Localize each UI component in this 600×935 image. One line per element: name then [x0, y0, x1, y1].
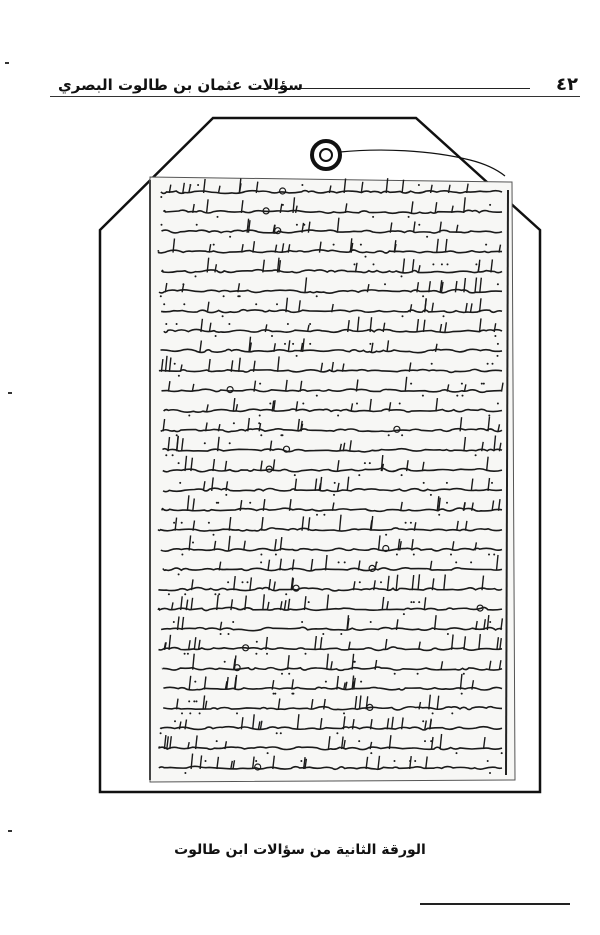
script-dot	[325, 681, 327, 683]
grommet-outer	[312, 141, 340, 169]
script-dot	[470, 561, 472, 563]
script-dot	[417, 673, 419, 675]
script-dot	[174, 720, 176, 722]
script-dot	[430, 494, 432, 496]
script-dot	[275, 554, 277, 556]
script-dot	[488, 415, 490, 417]
script-dot	[188, 700, 190, 702]
script-dot	[410, 601, 412, 603]
script-dot	[178, 375, 180, 377]
script-dot	[487, 363, 489, 365]
script-dot	[353, 661, 355, 663]
script-dot	[288, 673, 290, 675]
script-dot	[228, 323, 230, 325]
script-dot	[196, 700, 198, 702]
script-dot	[194, 681, 196, 683]
script-dot	[402, 315, 404, 317]
script-dot	[160, 196, 162, 198]
script-dot	[260, 561, 262, 563]
script-dot	[413, 554, 415, 556]
script-dot	[408, 216, 410, 218]
script-dot	[431, 363, 433, 365]
script-dot	[410, 522, 412, 524]
script-dot	[481, 383, 483, 385]
scan-speck	[5, 62, 9, 64]
script-dot	[372, 216, 374, 218]
script-dot	[438, 514, 440, 516]
script-dot	[316, 395, 318, 397]
script-dot	[394, 760, 396, 762]
script-dot	[174, 363, 176, 365]
script-dot	[334, 482, 336, 484]
script-dot	[483, 383, 485, 385]
script-dot	[267, 752, 269, 754]
script-dot	[301, 184, 303, 186]
script-dot	[187, 653, 189, 655]
script-dot	[199, 712, 201, 714]
scan-speck	[8, 392, 12, 394]
page-number: ٤٢	[556, 74, 578, 95]
script-dot	[192, 542, 194, 544]
script-dot	[282, 434, 284, 436]
script-dot	[294, 474, 296, 476]
script-dot	[189, 712, 191, 714]
script-dot	[426, 236, 428, 238]
script-dot	[497, 355, 499, 357]
script-dot	[322, 633, 324, 635]
script-dot	[430, 740, 432, 742]
script-dot	[303, 224, 305, 226]
script-dot	[216, 502, 218, 504]
script-dot	[296, 355, 298, 357]
script-dot	[462, 395, 464, 397]
script-dot	[216, 740, 218, 742]
script-dot	[220, 633, 222, 635]
script-dot	[491, 482, 493, 484]
script-dot	[489, 772, 491, 774]
script-dot	[497, 403, 499, 405]
script-dot	[475, 454, 477, 456]
script-dot	[423, 482, 425, 484]
script-dot	[182, 283, 184, 285]
script-dot	[165, 323, 167, 325]
script-dot	[418, 224, 420, 226]
script-dot	[258, 422, 260, 424]
script-dot	[181, 554, 183, 556]
script-dot	[291, 693, 293, 695]
script-dot	[228, 633, 230, 635]
script-dot	[401, 474, 403, 476]
script-dot	[284, 343, 286, 345]
script-dot	[405, 522, 407, 524]
script-dot	[359, 581, 361, 583]
tag-string	[340, 150, 505, 176]
script-dot	[446, 502, 448, 504]
script-dot	[418, 184, 420, 186]
script-dot	[172, 454, 174, 456]
script-dot	[271, 335, 273, 337]
script-dot	[399, 403, 401, 405]
script-dot	[376, 561, 378, 563]
script-dot	[181, 712, 183, 714]
script-dot	[413, 601, 415, 603]
script-dot	[224, 661, 226, 663]
script-dot	[358, 740, 360, 742]
script-dot	[493, 554, 495, 556]
script-dot	[340, 633, 342, 635]
script-dot	[168, 593, 170, 595]
script-dot	[160, 295, 162, 297]
script-dot	[236, 712, 238, 714]
script-dot	[173, 522, 175, 524]
script-dot	[488, 554, 490, 556]
script-dot	[225, 494, 227, 496]
script-dot	[422, 295, 424, 297]
script-dot	[380, 581, 382, 583]
script-dot	[344, 561, 346, 563]
script-dot	[447, 633, 449, 635]
manuscript-leaf	[150, 177, 515, 782]
script-dot	[280, 732, 282, 734]
script-dot	[260, 434, 262, 436]
script-dot	[276, 303, 278, 305]
script-dot	[184, 653, 186, 655]
script-dot	[394, 673, 396, 675]
script-dot	[388, 434, 390, 436]
script-dot	[259, 383, 261, 385]
script-dot	[296, 224, 298, 226]
script-dot	[242, 581, 244, 583]
script-dot	[441, 263, 443, 265]
script-dot	[213, 534, 215, 536]
script-dot	[492, 363, 494, 365]
script-dot	[354, 263, 356, 265]
script-dot	[255, 653, 257, 655]
script-dot	[285, 593, 287, 595]
script-dot	[461, 693, 463, 695]
script-dot	[501, 752, 503, 754]
script-dot	[233, 422, 235, 424]
script-dot	[489, 621, 491, 623]
script-dot	[360, 244, 362, 246]
script-dot	[373, 263, 375, 265]
script-dot	[450, 554, 452, 556]
script-dot	[292, 343, 294, 345]
script-dot	[358, 474, 360, 476]
script-dot	[176, 323, 178, 325]
script-dot	[302, 403, 304, 405]
script-dot	[217, 216, 219, 218]
script-dot	[475, 263, 477, 265]
script-dot	[343, 712, 345, 714]
script-dot	[179, 482, 181, 484]
script-dot	[309, 343, 311, 345]
script-dot	[239, 295, 241, 297]
script-dot	[309, 323, 311, 325]
script-dot	[269, 403, 271, 405]
script-dot	[336, 732, 338, 734]
script-dot	[229, 236, 231, 238]
script-dot	[455, 561, 457, 563]
script-dot	[189, 184, 191, 186]
script-dot	[401, 434, 403, 436]
grommet-inner	[320, 149, 332, 161]
script-dot	[443, 315, 445, 317]
script-dot	[401, 275, 403, 277]
script-dot	[259, 415, 261, 417]
script-dot	[218, 593, 220, 595]
script-dot	[494, 335, 496, 337]
script-dot	[365, 256, 367, 258]
script-dot	[451, 712, 453, 714]
script-dot	[418, 601, 420, 603]
script-dot	[370, 752, 372, 754]
script-dot	[323, 514, 325, 516]
script-dot	[338, 561, 340, 563]
script-dot	[260, 554, 262, 556]
script-dot	[432, 712, 434, 714]
script-dot	[196, 224, 198, 226]
script-dot	[356, 403, 358, 405]
script-dot	[287, 323, 289, 325]
script-dot	[414, 760, 416, 762]
script-dot	[410, 383, 412, 385]
script-dot	[301, 621, 303, 623]
script-dot	[188, 415, 190, 417]
script-dot	[273, 693, 275, 695]
figure-caption: الورقة الثانية من سؤالات ابن طالوت	[174, 842, 426, 858]
script-dot	[204, 442, 206, 444]
script-dot	[183, 303, 185, 305]
script-dot	[165, 454, 167, 456]
script-dot	[305, 653, 307, 655]
script-dot	[422, 720, 424, 722]
script-dot	[163, 303, 165, 305]
script-dot	[223, 295, 225, 297]
scan-speck	[8, 830, 12, 832]
script-dot	[214, 593, 216, 595]
script-dot	[255, 303, 257, 305]
script-dot	[178, 573, 180, 575]
script-dot	[222, 315, 224, 317]
script-dot	[487, 760, 489, 762]
script-dot	[403, 613, 405, 615]
script-dot	[409, 760, 411, 762]
script-dot	[247, 581, 249, 583]
script-dot	[360, 681, 362, 683]
script-dot	[213, 244, 215, 246]
script-dot	[461, 383, 463, 385]
script-dot	[276, 732, 278, 734]
script-dot	[197, 184, 199, 186]
script-dot	[195, 275, 197, 277]
script-dot	[384, 283, 386, 285]
running-title: سؤالات عثمان بن طالوت البصري	[58, 76, 304, 94]
script-dot	[173, 621, 175, 623]
script-dot	[181, 522, 183, 524]
script-dot	[208, 522, 210, 524]
script-dot	[282, 204, 284, 206]
script-dot	[485, 244, 487, 246]
script-dot	[232, 621, 234, 623]
script-dot	[161, 224, 163, 226]
script-dot	[300, 760, 302, 762]
script-dot	[160, 732, 162, 734]
script-dot	[463, 673, 465, 675]
script-dot	[369, 462, 371, 464]
script-dot	[447, 263, 449, 265]
script-dot	[227, 581, 229, 583]
script-dot	[456, 395, 458, 397]
script-dot	[432, 263, 434, 265]
script-dot	[205, 760, 207, 762]
script-dot	[422, 395, 424, 397]
script-dot	[256, 641, 258, 643]
script-dot	[369, 343, 371, 345]
footer-rule	[420, 903, 570, 905]
script-dot	[215, 335, 217, 337]
script-dot	[497, 283, 499, 285]
script-dot	[249, 502, 251, 504]
script-dot	[316, 295, 318, 297]
script-dot	[308, 601, 310, 603]
script-dot	[396, 554, 398, 556]
script-dot	[229, 442, 231, 444]
script-dot	[446, 482, 448, 484]
script-dot	[385, 534, 387, 536]
script-dot	[370, 621, 372, 623]
script-dot	[178, 462, 180, 464]
script-dot	[274, 693, 276, 695]
script-dot	[255, 760, 257, 762]
script-dot	[364, 462, 366, 464]
script-dot	[266, 653, 268, 655]
script-dot	[497, 343, 499, 345]
script-dot	[337, 415, 339, 417]
script-dot	[333, 494, 335, 496]
script-dot	[424, 740, 426, 742]
script-dot	[184, 772, 186, 774]
script-dot	[489, 204, 491, 206]
script-dot	[333, 244, 335, 246]
script-dot	[184, 593, 186, 595]
script-dot	[193, 700, 195, 702]
script-dot	[316, 514, 318, 516]
script-dot	[456, 752, 458, 754]
script-dot	[281, 673, 283, 675]
